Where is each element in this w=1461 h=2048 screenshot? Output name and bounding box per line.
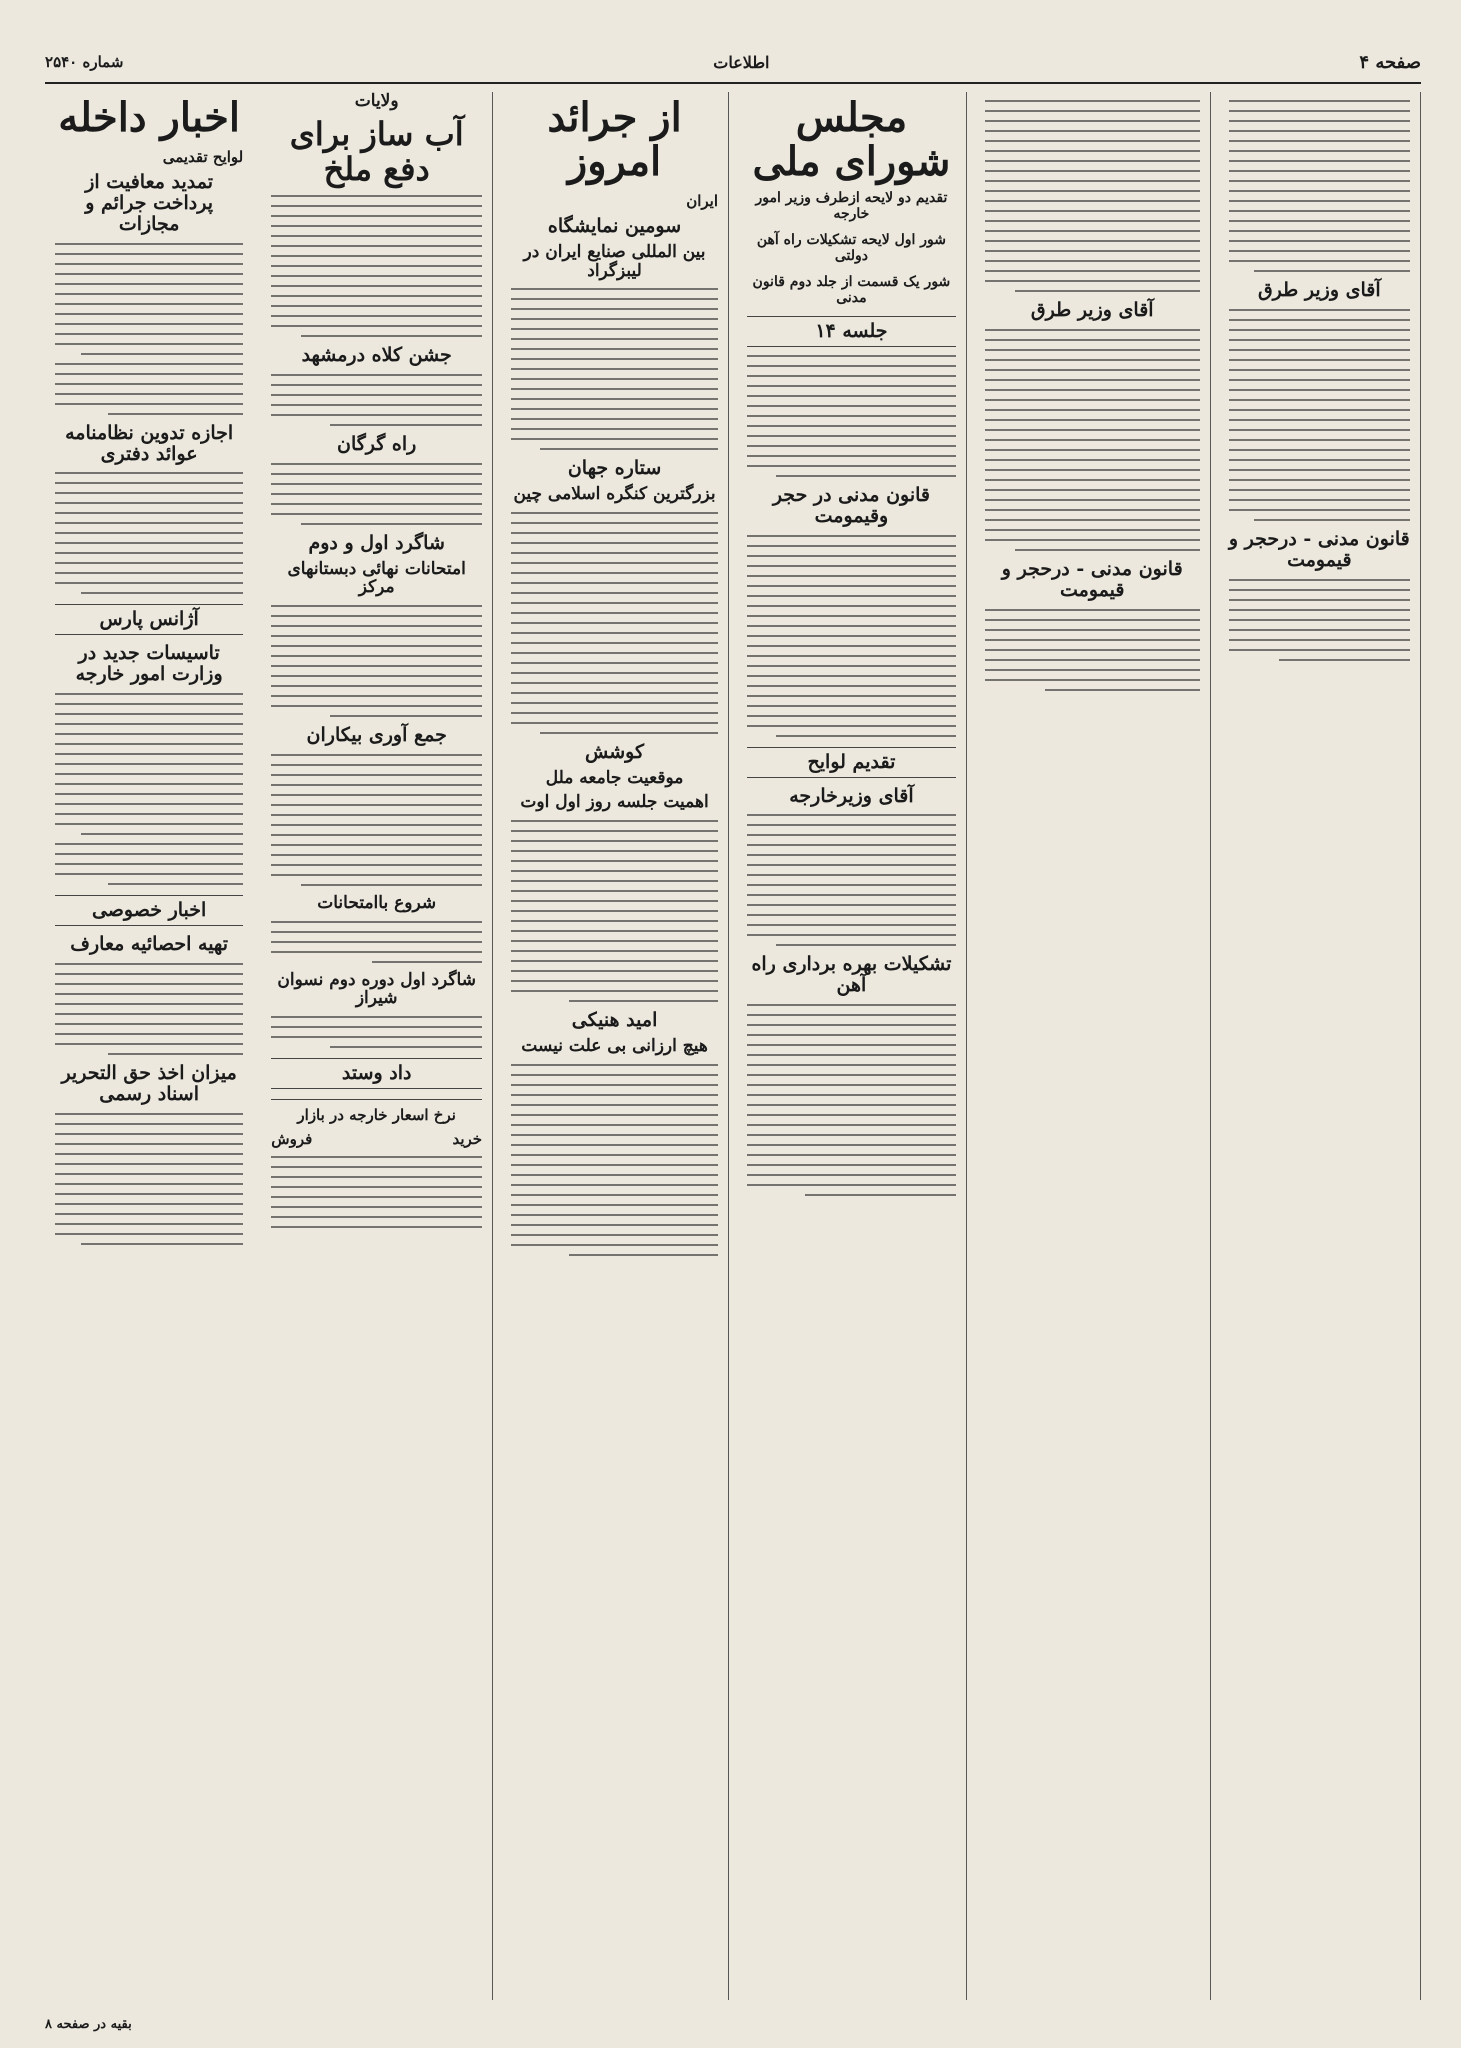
column-2-body-3 bbox=[271, 463, 482, 525]
column-3-body-3 bbox=[511, 820, 718, 1002]
column-parliament-continued bbox=[975, 92, 1211, 2000]
column-3-body-4 bbox=[511, 1064, 718, 1256]
market-table-lines bbox=[271, 1156, 482, 1228]
column-3-body-2 bbox=[511, 512, 718, 734]
column-3-section-label: ایران bbox=[686, 192, 718, 210]
column-3-headline-7: اهمیت جلسه روز اول اوت bbox=[520, 792, 709, 813]
column-4-body-3 bbox=[747, 814, 956, 946]
column-news-domestic bbox=[45, 92, 253, 2000]
column-1-headline-5: اخبار خصوصی bbox=[55, 895, 243, 926]
column-3-headline-5: کوشش bbox=[585, 740, 645, 763]
column-4-headline-4: تشکیلات بهره برداری راه آهن bbox=[751, 953, 952, 997]
column-1-headline-4: تاسیسات جدید در وزارت امور خارجه bbox=[75, 642, 223, 686]
column-3-headline-9: هیچ ارزانی بی علت نیست bbox=[521, 1036, 708, 1056]
column-4-headline-1: قانون مدنی در حجر وقیمومت bbox=[772, 483, 931, 527]
column-5-headline-2: قانون مدنی - درحجر و قیمومت bbox=[1001, 557, 1183, 601]
paper-name: اطلاعات bbox=[713, 52, 770, 72]
column-4-lead-3: شور یک قسمت از جلد دوم قانون مدنی bbox=[752, 274, 951, 306]
column-1-body-1 bbox=[55, 243, 243, 415]
column-1-headline-7: میزان اخذ حق التحریر اسناد رسمی bbox=[61, 1061, 237, 1105]
column-1-body-2 bbox=[55, 472, 243, 594]
column-6-headline-1: آقای وزیر طرق bbox=[1257, 279, 1381, 301]
column-4-lead-2: شور اول لایحه تشکیلات راه آهن دولتی bbox=[756, 232, 946, 264]
column-2-body-6 bbox=[271, 921, 482, 963]
article-columns bbox=[45, 92, 1421, 2000]
column-2-headline-5: امتحانات نهائی دبستانهای مرکز bbox=[287, 558, 466, 598]
column-5-body-2 bbox=[985, 329, 1200, 551]
column-5-body-3 bbox=[985, 609, 1200, 691]
column-4-body-4 bbox=[747, 1004, 956, 1196]
column-2-section-label: ولایات bbox=[354, 92, 399, 111]
page-header bbox=[45, 42, 1421, 84]
column-4-lead-1: تقدیم دو لایحه ازطرف وزیر امور خارجه bbox=[755, 190, 948, 222]
issue-number: شماره ۲۵۴۰ bbox=[45, 53, 124, 71]
column-3-headline-1: سومین نمایشگاه bbox=[547, 215, 682, 237]
column-press-review bbox=[501, 92, 729, 2000]
column-2-headline-4: شاگرد اول و دوم bbox=[308, 531, 445, 554]
column-2-body-1 bbox=[271, 195, 482, 337]
column-1-headline-2: اجازه تدوین نظامنامه عوائد دفتری bbox=[65, 421, 234, 465]
column-4-body-2 bbox=[747, 535, 956, 737]
column-1-kicker: لوایح تقدیمی bbox=[162, 148, 244, 166]
column-3-headline-2: بین المللی صنایع ایران در لیبزگراد bbox=[523, 241, 706, 281]
column-4-body-1 bbox=[747, 355, 956, 477]
column-5-body-1 bbox=[985, 100, 1200, 292]
column-6-body-2 bbox=[1229, 309, 1410, 521]
market-table bbox=[271, 1099, 482, 1228]
page-number: صفحه ۴ bbox=[1359, 51, 1421, 73]
column-2-headline-3: راه گرگان bbox=[337, 432, 417, 455]
column-3-headline-8: امید هنیکی bbox=[571, 1009, 658, 1032]
column-6-headline-2: قانون مدنی - درحجر و قیمومت bbox=[1228, 527, 1410, 571]
column-2-headline-7: شروع باامتحانات bbox=[317, 893, 437, 913]
column-2-headline-9: داد وستد bbox=[271, 1058, 482, 1089]
market-buy-label: خرید bbox=[452, 1129, 483, 1148]
column-6-body-1 bbox=[1229, 100, 1410, 272]
column-1-headline-3: آژانس پارس bbox=[55, 604, 243, 635]
column-6-body-3 bbox=[1229, 579, 1410, 661]
column-2-body-2 bbox=[271, 374, 482, 426]
column-1-body-4 bbox=[55, 963, 243, 1055]
column-3-headline-3: ستاره جهان bbox=[567, 457, 662, 480]
column-3-headline-6: موقعیت جامعه ملل bbox=[545, 767, 684, 788]
column-2-headline-1: آب ساز برای دفع ملخ bbox=[289, 114, 464, 188]
column-1-masthead: اخبار داخله bbox=[58, 94, 240, 141]
column-2-body-7 bbox=[271, 1016, 482, 1048]
column-5-headline-1: آقای وزیر طرق bbox=[1030, 299, 1154, 321]
column-2-body-4 bbox=[271, 605, 482, 717]
column-1-headline-1: تمدید معافیت از پرداخت جرائم و مجازات bbox=[85, 171, 214, 235]
continued-note: بقیه در صفحه ۸ bbox=[45, 2017, 132, 2032]
column-parliament bbox=[737, 92, 967, 2000]
column-provinces bbox=[261, 92, 493, 2000]
column-3-masthead: از جرائد امروز bbox=[547, 94, 682, 185]
column-4-headline-2: تقدیم لوایح bbox=[747, 747, 956, 778]
column-4-headline-3: آقای وزیرخارجه bbox=[789, 784, 914, 807]
column-1-body-5 bbox=[55, 1113, 243, 1245]
column-parliament-end bbox=[1219, 92, 1421, 2000]
column-2-headline-8: شاگرد اول دوره دوم نسوان شیراز bbox=[277, 969, 476, 1009]
column-1-body-3 bbox=[55, 693, 243, 885]
column-1-headline-6: تهیه احصائیه معارف bbox=[70, 933, 228, 956]
column-3-headline-4: بزرگترین کنگره اسلامی چین bbox=[513, 484, 716, 505]
column-2-headline-2: جشن کلاه درمشهد bbox=[301, 344, 452, 367]
column-4-masthead: مجلس شورای ملی bbox=[752, 94, 951, 185]
market-title: نرخ اسعار خارجه در بازار bbox=[297, 1105, 456, 1124]
column-2-body-5 bbox=[271, 754, 482, 886]
column-4-session-title: جلسه ۱۴ bbox=[747, 316, 956, 347]
market-labels bbox=[271, 1130, 482, 1148]
column-2-headline-6: جمع آوری بیکاران bbox=[306, 724, 447, 747]
column-3-body-1 bbox=[511, 288, 718, 450]
market-sell-label: فروش bbox=[271, 1129, 313, 1148]
